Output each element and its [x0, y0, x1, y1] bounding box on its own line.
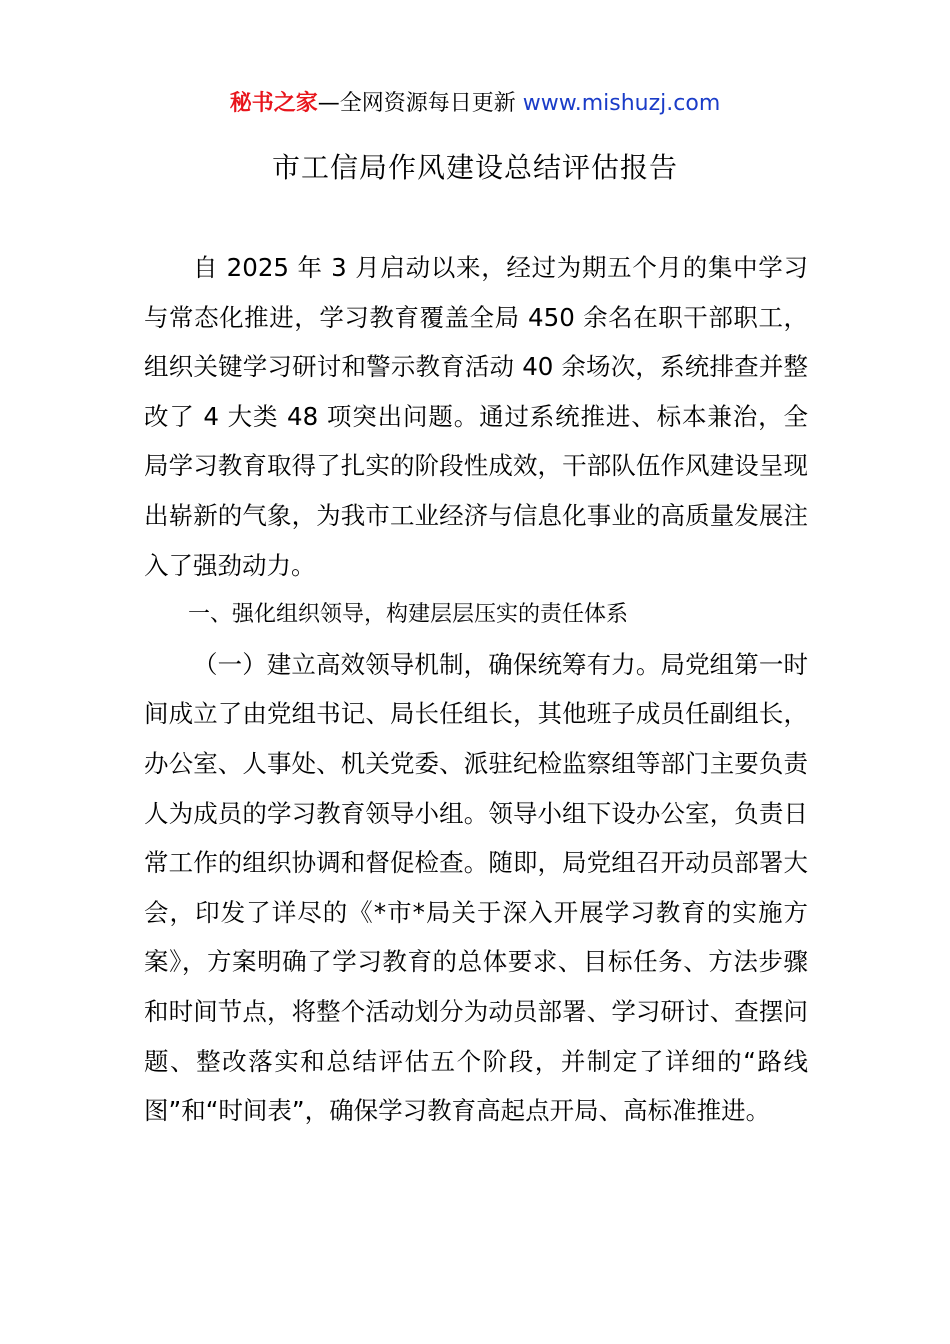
document-body: [144, 243, 808, 1136]
intro-paragraph: 自 2025 年 3 月启动以来，经过为期五个月的集中学习与常态化推进，学习教育覆盖全局 450 余名在职干部职工，组织关键学习研讨和警示教育活动 40 余场次，系统排查并整改了 4 大类 48 项突出问题。通过系统推进、标本兼治，全局学习教育取得了扎实的阶段性成效，干部队伍作风建设呈现出崭新的气象，为我市工业经济与信息化事业的高质量发展注入了强劲动力。: [144, 253, 808, 580]
site-url-link[interactable]: www.mishuzj.com: [522, 91, 721, 116]
document-title: 市工信局作风建设总结评估报告: [271, 151, 678, 184]
header-banner: [0, 88, 950, 120]
header-tagline: —全网资源每日更新: [317, 91, 523, 116]
brand-name: 秘书之家: [229, 91, 318, 116]
subsection-paragraph: （一）建立高效领导机制，确保统筹有力。局党组第一时间成立了由党组书记、局长任组长，其他班子成员任副组长，办公室、人事处、机关党委、派驻纪检监察组等部门主要负责人为成员的学习教育领导小组。领导小组下设办公室，负责日常工作的组织协调和督促检查。随即，局党组召开动员部署大会，印发了详尽的《*市*局关于深入开展学习教育的实施方案》，方案明确了学习教育的总体要求、目标任务、方法步骤和时间节点，将整个活动划分为动员部署、学习研讨、查摆问题、整改落实和总结评估五个阶段，并制定了详细的“路线图”和“时间表”，确保学习教育高起点开局、高标准推进。: [144, 649, 808, 1126]
section-heading: 一、强化组织领导，构建层层压实的责任体系: [188, 602, 629, 628]
